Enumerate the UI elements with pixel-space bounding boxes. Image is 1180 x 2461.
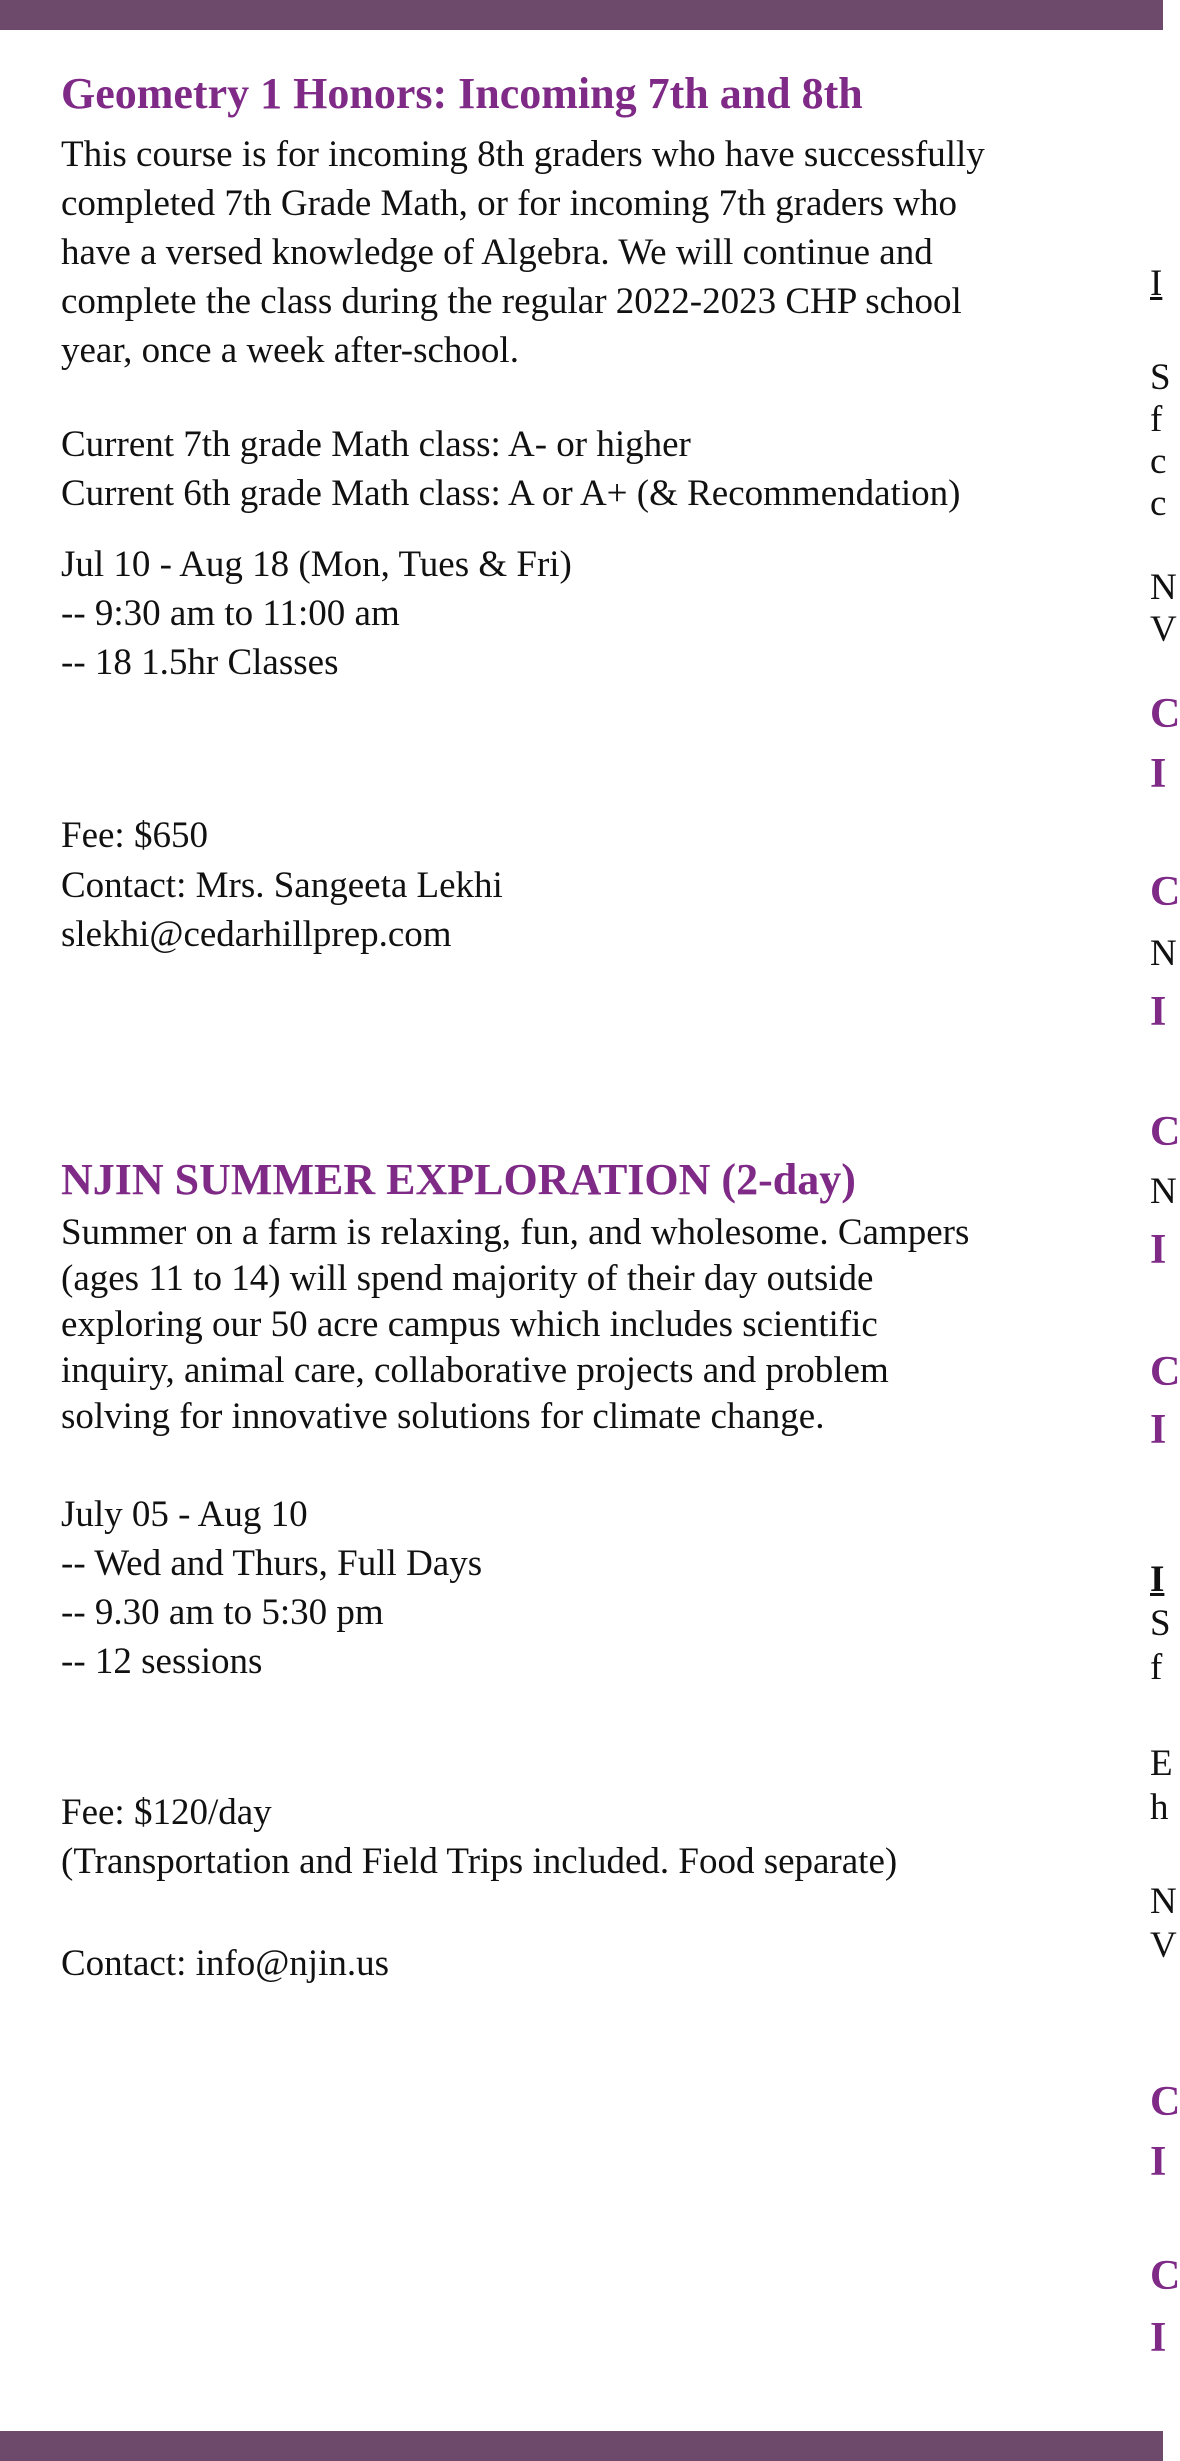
text-line: -- 18 1.5hr Classes <box>61 642 339 683</box>
text-line: complete the class during the regular 2022-2023 CHP school <box>61 281 962 322</box>
text-line: This course is for incoming 8th graders who have successfully <box>61 134 985 175</box>
clipped-heading: I <box>1150 751 1167 797</box>
clipped-heading: I <box>1150 2139 1167 2185</box>
clipped-text: E <box>1150 1743 1173 1784</box>
text-line: have a versed knowledge of Algebra. We will continue and <box>61 232 933 273</box>
text-line: Current 7th grade Math class: A- or higher <box>61 424 691 465</box>
fee-note: (Transportation and Field Trips included. Food separate) <box>61 1841 898 1882</box>
njin-fee <box>61 1788 897 1886</box>
contact-email: slekhi@cedarhillprep.com <box>61 914 452 955</box>
text-line: -- 12 sessions <box>61 1641 263 1682</box>
clipped-text: N <box>1150 1171 1177 1212</box>
text-line: exploring our 50 acre campus which includes scientific <box>61 1304 878 1345</box>
clipped-text: f <box>1150 1647 1163 1688</box>
clipped-heading: C <box>1150 2079 1180 2125</box>
text-line: July 05 - Aug 10 <box>61 1494 308 1535</box>
text-line: -- Wed and Thurs, Full Days <box>61 1543 483 1584</box>
clipped-text: c <box>1150 483 1167 524</box>
clipped-heading: C <box>1150 2253 1180 2299</box>
clipped-text: S <box>1150 357 1171 398</box>
njin-contact <box>61 1939 389 1988</box>
section-title-njin: NJIN SUMMER EXPLORATION (2-day) <box>61 1155 856 1204</box>
text-line: Summer on a farm is relaxing, fun, and wholesome. Campers <box>61 1212 970 1253</box>
clipped-text: S <box>1150 1603 1171 1644</box>
clipped-heading: I <box>1150 1407 1167 1453</box>
clipped-text: I <box>1150 263 1163 304</box>
text-line: solving for innovative solutions for climate change. <box>61 1396 825 1437</box>
section-title-geometry: Geometry 1 Honors: Incoming 7th and 8th <box>61 69 863 118</box>
geometry-schedule <box>61 540 572 687</box>
clipped-heading: C <box>1150 691 1180 737</box>
geometry-fee <box>61 811 208 860</box>
clipped-heading: I <box>1150 2315 1167 2361</box>
njin-description <box>61 1210 969 1440</box>
text-line: year, once a week after-school. <box>61 330 519 371</box>
geometry-requirements <box>61 420 960 518</box>
adjacent-column-clipped <box>1150 0 1180 2461</box>
clipped-text: V <box>1150 609 1177 650</box>
text-line: (ages 11 to 14) will spend majority of their day outside <box>61 1258 874 1299</box>
geometry-contact <box>61 861 503 959</box>
clipped-text: h <box>1150 1787 1169 1828</box>
clipped-text: f <box>1150 399 1163 440</box>
clipped-text: N <box>1150 1881 1177 1922</box>
text-line: -- 9.30 am to 5:30 pm <box>61 1592 384 1633</box>
top-border-bar <box>0 0 1163 30</box>
clipped-text: I <box>1150 1559 1165 1600</box>
njin-schedule <box>61 1490 482 1686</box>
geometry-description <box>61 130 985 375</box>
text-line: -- 9:30 am to 11:00 am <box>61 593 400 634</box>
fee-text: Fee: $120/day <box>61 1792 272 1833</box>
text-line: inquiry, animal care, collaborative projects and problem <box>61 1350 889 1391</box>
clipped-heading: C <box>1150 1349 1180 1395</box>
clipped-heading: I <box>1150 989 1167 1035</box>
clipped-heading: I <box>1150 1227 1167 1273</box>
clipped-text: c <box>1150 441 1167 482</box>
clipped-text: N <box>1150 567 1177 608</box>
text-line: Current 6th grade Math class: A or A+ (& Recommendation) <box>61 473 961 514</box>
text-line: Contact: Mrs. Sangeeta Lekhi <box>61 865 503 906</box>
clipped-heading: C <box>1150 1109 1180 1155</box>
clipped-heading: C <box>1150 869 1180 915</box>
text-line: completed 7th Grade Math, or for incoming 7th graders who <box>61 183 957 224</box>
clipped-text: N <box>1150 933 1177 974</box>
text-line: Jul 10 - Aug 18 (Mon, Tues & Fri) <box>61 544 572 585</box>
contact-email: Contact: info@njin.us <box>61 1943 389 1984</box>
clipped-text: V <box>1150 1925 1177 1966</box>
bottom-border-bar <box>0 2431 1163 2461</box>
fee-text: Fee: $650 <box>61 815 208 856</box>
